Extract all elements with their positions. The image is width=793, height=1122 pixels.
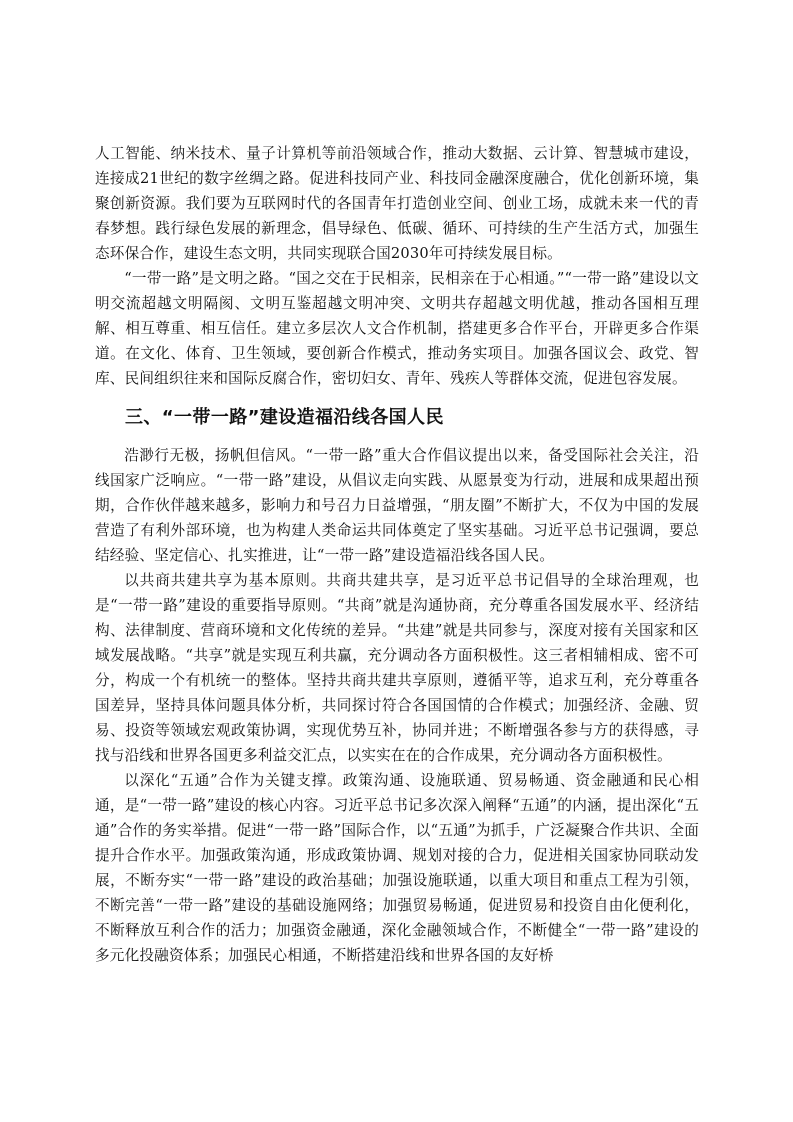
paragraph-5: 以深化“五通”合作为关键支撑。政策沟通、设施联通、贸易畅通、资金融通和民心相通，是“一带一路”建设的核心内容。习近平总书记多次深入阐释“五通”的内涵，提出深化“五通”合作的务实举措。促进“一带一路”国际合作，以“五通”为抓手，广泛凝聚合作共识、全面提升合作水平。加强政策沟通，形成政策协调、规划对接的合力，促进相关国家协同联动发展，不断夯实“一带一路”建设的政治基础；加强设施联通，以重大项目和重点工程为引领，不断完善“一带一路”建设的基础设施网络；加强贸易畅通，促进贸易和投资自由化便利化，不断释放互利合作的活力；加强资金融通，深化金融领域合作，不断健全“一带一路”建设的多元化投融资体系；加强民心相通，不断搭建沿线和世界各国的友好桥 xyxy=(95,772,699,964)
paragraph-1: 人工智能、纳米技术、量子计算机等前沿领域合作，推动大数据、云计算、智慧城市建设，连接成21世纪的数字丝绸之路。促进科技同产业、科技同金融深度融合，优化创新环境，集聚创新资源。我们要为互联网时代的各国青年打造创业空间、创业工场，成就未来一代的青春梦想。践行绿色发展的新理念，倡导绿色、低碳、循环、可持续的生产生活方式，加强生态环保合作，建设生态文明，共同实现联合国2030年可持续发展目标。 xyxy=(95,145,699,262)
paragraph-3: 浩渺行无极，扬帆但信风。“一带一路”重大合作倡议提出以来，备受国际社会关注，沿线国家广泛响应。“一带一路”建设，从倡议走向实践、从愿景变为行动，进展和成果超出预期，合作伙伴越来越多，影响力和号召力日益增强，“朋友圈”不断扩大，不仅为中国的发展营造了有利外部环境，也为构建人类命运共同体奠定了坚实基础。习近平总书记强调，要总结经验、坚定信心、扎实推进，让“一带一路”建设造福沿线各国人民。 xyxy=(95,447,699,564)
paragraph-2: “一带一路”是文明之路。“国之交在于民相亲，民相亲在于心相通。”“一带一路”建设以文明交流超越文明隔阂、文明互鉴超越文明冲突、文明共存超越文明优越，推动各国相互理解、相互尊重、相互信任。建立多层次人文合作机制，搭建更多合作平台，开辟更多合作渠道。在文化、体育、卫生领域，要创新合作模式，推动务实项目。加强各国议会、政党、智库、民间组织往来和国际反腐合作，密切妇女、青年、残疾人等群体交流，促进包容发展。 xyxy=(95,270,699,387)
document-body xyxy=(95,141,699,968)
section-heading: 三、“一带一路”建设造福沿线各国人民 xyxy=(125,407,444,428)
paragraph-4: 以共商共建共享为基本原则。共商共建共享，是习近平总书记倡导的全球治理观，也是“一带一路”建设的重要指导原则。“共商”就是沟通协商，充分尊重各国发展水平、经济结构、法律制度、营商环境和文化传统的差异。“共建”就是共同参与，深度对接有关国家和区域发展战略。“共享”就是实现互利共赢，充分调动各方面积极性。这三者相辅相成、密不可分，构成一个有机统一的整体。坚持共商共建共享原则，遵循平等，追求互利，充分尊重各国差异，坚持具体问题具体分析，共同探讨符合各国国情的合作模式；加强经济、金融、贸易、投资等领域宏观政策协调，实现优势互补，协同并进；不断增强各参与方的获得感，寻找与沿线和世界各国更多利益交汇点，以实实在在的合作成果，充分调动各方面积极性。 xyxy=(95,572,699,764)
